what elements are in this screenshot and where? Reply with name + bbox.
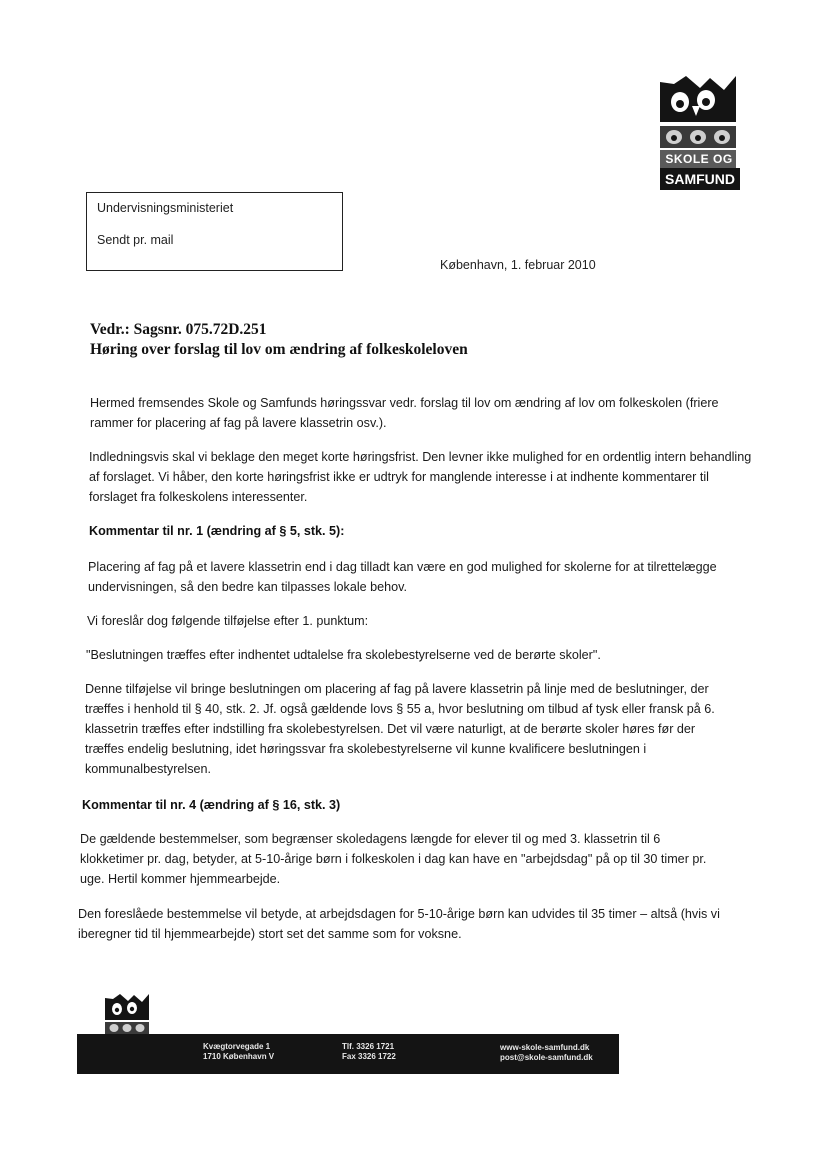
recipient-box bbox=[86, 192, 343, 271]
paragraph-hearing-deadline: Indledningsvis skal vi beklage den meget korte høringsfrist. Den levner ikke mulighed for en ordentlig intern behandling af forslaget. Vi håber, den korte høringsfrist ikke er udtryk for manglende interesse i at indhente kommentarer til forslaget fra folkeskolens interessenter. bbox=[89, 450, 752, 504]
logo-text-samfund: SAMFUND bbox=[665, 171, 735, 187]
paragraph-placement: Placering af fag på et lavere klassetrin end i dag tilladt kan være en god mulighed for skolerne for at tilrettelægge undervisningen, så den bedre kan tilpasses lokale behov. bbox=[88, 560, 717, 594]
paragraph-addition-rationale: Denne tilføjelse vil bringe beslutningen om placering af fag på lavere klassetrin på linje med de beslutninger, der træffes i henhold til § 40, stk. 2. Jf. også gældende lovs § 55 a, hvor beslutning om tilbud af tysk eller fransk på 6. klassetrin træffes efter indstilling fra skolebestyrelsen. Det vil være naturligt, at de berørte skoler høres før der træffes endelig beslutning, idet høringssvar fra skolebestyrelserne vil kunne kvalificere beslutningen i kommunalbestyrelsen. bbox=[85, 682, 715, 776]
logo-skole-og-samfund bbox=[656, 72, 740, 190]
subject-case-number: Vedr.: Sagsnr. 075.72D.251 bbox=[90, 321, 267, 338]
recipient-sent-note: Sendt pr. mail bbox=[97, 233, 174, 247]
logo-text-skole-og: SKOLE OG bbox=[665, 152, 733, 166]
heading-comment-4: Kommentar til nr. 4 (ændring af § 16, stk. 3) bbox=[82, 798, 341, 812]
paragraph-quoted-addition: "Beslutningen træffes efter indhentet udtalelse fra skolebestyrelserne ved de berørte skoler". bbox=[86, 648, 601, 662]
footer-website-link[interactable]: www-skole-samfund.dk bbox=[500, 1043, 590, 1052]
paragraph-proposed-rule: Den foreslåede bestemmelse vil betyde, at arbejdsdagen for 5-10-årige børn kan udvides til 35 timer – altså (hvis vi iberegner tid til hjemmearbejde) stort set det samme som for voksne. bbox=[78, 907, 720, 941]
paragraph-proposal-intro: Vi foreslår dog følgende tilføjelse efter 1. punktum: bbox=[87, 614, 369, 628]
subject-title: Høring over forslag til lov om ændring af folkeskoleloven bbox=[90, 341, 468, 358]
footer-email-link[interactable]: post@skole-samfund.dk bbox=[500, 1053, 593, 1062]
footer-street: Kvægtorvegade 1 bbox=[203, 1042, 271, 1051]
footer-city: 1710 København V bbox=[203, 1052, 275, 1061]
heading-comment-1: Kommentar til nr. 1 (ændring af § 5, stk. 5): bbox=[89, 524, 345, 538]
letter-date: København, 1. februar 2010 bbox=[440, 258, 596, 272]
recipient-name: Undervisningsministeriet bbox=[97, 201, 234, 215]
paragraph-intro: Hermed fremsendes Skole og Samfunds høringssvar vedr. forslag til lov om ændring af lov om folkeskolen (friere rammer for placering af fag på lavere klassetrin osv.). bbox=[90, 396, 719, 430]
footer-phone: Tlf. 3326 1721 bbox=[342, 1042, 395, 1051]
footer-bar bbox=[77, 1034, 619, 1074]
subject-block bbox=[90, 320, 468, 360]
paragraph-current-rules: De gældende bestemmelser, som begrænser skoledagens længde for elever til og med 3. klassetrin til 6 klokketimer pr. dag, betyder, at 5-10-årige børn i folkeskolen i dag kan have en "arbejdsdag" på op til 30 timer pr. uge. Hertil kommer hjemmearbejde. bbox=[80, 832, 707, 886]
footer-fax: Fax 3326 1722 bbox=[342, 1052, 396, 1061]
